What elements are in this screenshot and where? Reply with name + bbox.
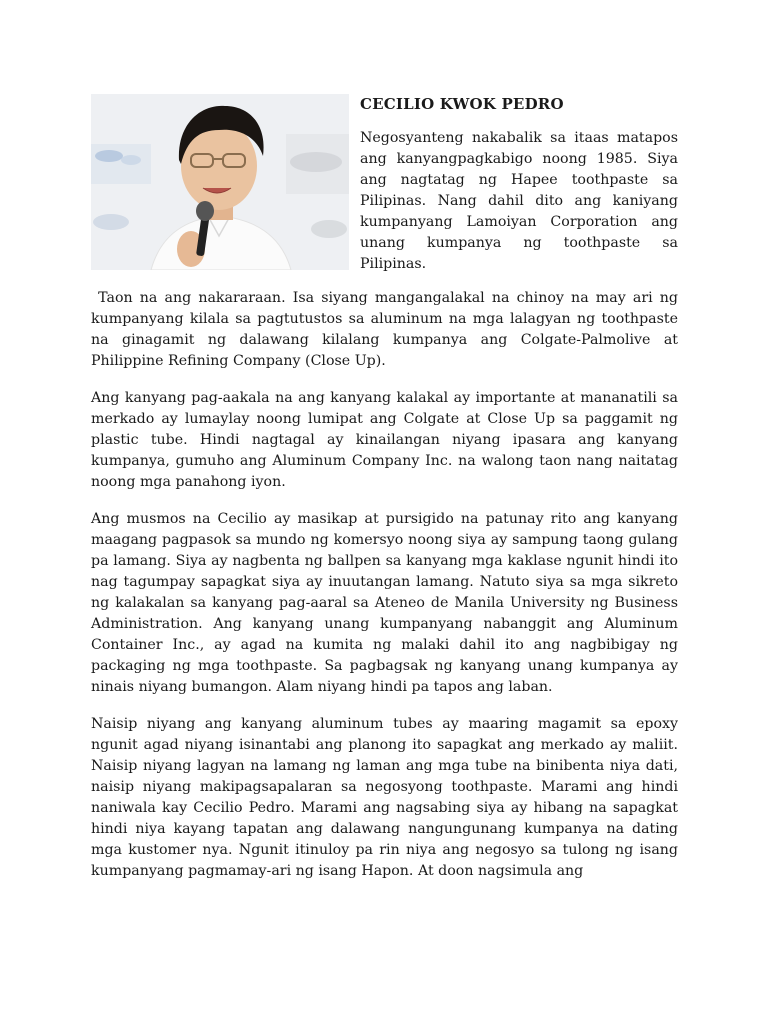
- intro-column: [360, 94, 678, 275]
- body-paragraph-1: Taon na ang nakararaan. Isa siyang mangangalakal na chinoy na may ari ng kumpanyang kilala sa pagtutustos sa aluminum na mga lalagyan ng toothpaste na ginagamit ng dalawang kilalang kumpanya ang Colgate-Palmolive at Philippine Refining Company (Close Up).: [91, 290, 678, 369]
- body-paragraph-2: Ang kanyang pag-aakala na ang kanyang kalakal ay importante at mananatili sa merkado ay lumaylay noong lumipat ang Colgate at Close Up sa paggamit ng plastic tube. Hindi nagtagal ay kinailangan niyang ipasara ang kanyang kumpanya, gumuho ang Aluminum Company Inc. na walong taon nang naitatag noong mga panahong iyon.: [91, 390, 678, 490]
- body-paragraph-4: Naisip niyang ang kanyang aluminum tubes ay maaring magamit sa epoxy ngunit agad niyang isinantabi ang planong ito sapagkat ang merkado ay maliit. Naisip niyang lagyan na lamang ng laman ang mga tube na binibenta niya dati, naisip niyang makipagsapalaran sa negosyong toothpaste. Marami ang hindi naniwala kay Cecilio Pedro. Marami ang nagsabing siya ay hibang na sapagkat hindi niya kayang tapatan ang dalawang nangungunang kumpanya na dating mga kustomer nya. Ngunit itinuloy pa rin niya ang negosyo sa tulong ng isang kumpanyang pagmamay-ari ng isang Hapon. At doon nagsimula ang: [91, 716, 678, 879]
- article-body: [91, 288, 678, 898]
- article-title: CECILIO KWOK PEDRO: [360, 95, 564, 113]
- portrait-photo: [91, 94, 349, 270]
- body-paragraph-3: Ang musmos na Cecilio ay masikap at pursigido na patunay rito ang kanyang maagang pagpasok sa mundo ng komersyo noong siya ay sampung taong gulang pa lamang. Siya ay nagbenta ng ballpen sa kanyang mga kaklase ngunit hindi ito nag tagumpay sapagkat siya ay inuutangan lamang. Natuto siya sa mga sikreto ng kalakalan sa kanyang pag-aaral sa Ateneo de Manila University ng Business Administration. Ang kanyang unang kumpanyang nabanggit ang Aluminum Container Inc., ay agad na kumita ng malaki dahil ito ang nagbibigay ng packaging ng mga toothpaste. Sa pagbagsak ng kanyang unang kumpanya ay ninais niyang bumangon. Alam niyang hindi pa tapos ang laban.: [91, 511, 678, 695]
- intro-paragraph: Negosyanteng nakabalik sa itaas matapos ang kanyangpagkabigo noong 1985. Siya ang nagtatag ng Hapee toothpaste sa Pilipinas. Nang dahil dito ang kaniyang kumpanyang Lamoiyan Corporation ang unang kumpanya ng toothpaste sa Pilipinas.: [360, 130, 678, 272]
- portrait-illustration: [91, 94, 349, 270]
